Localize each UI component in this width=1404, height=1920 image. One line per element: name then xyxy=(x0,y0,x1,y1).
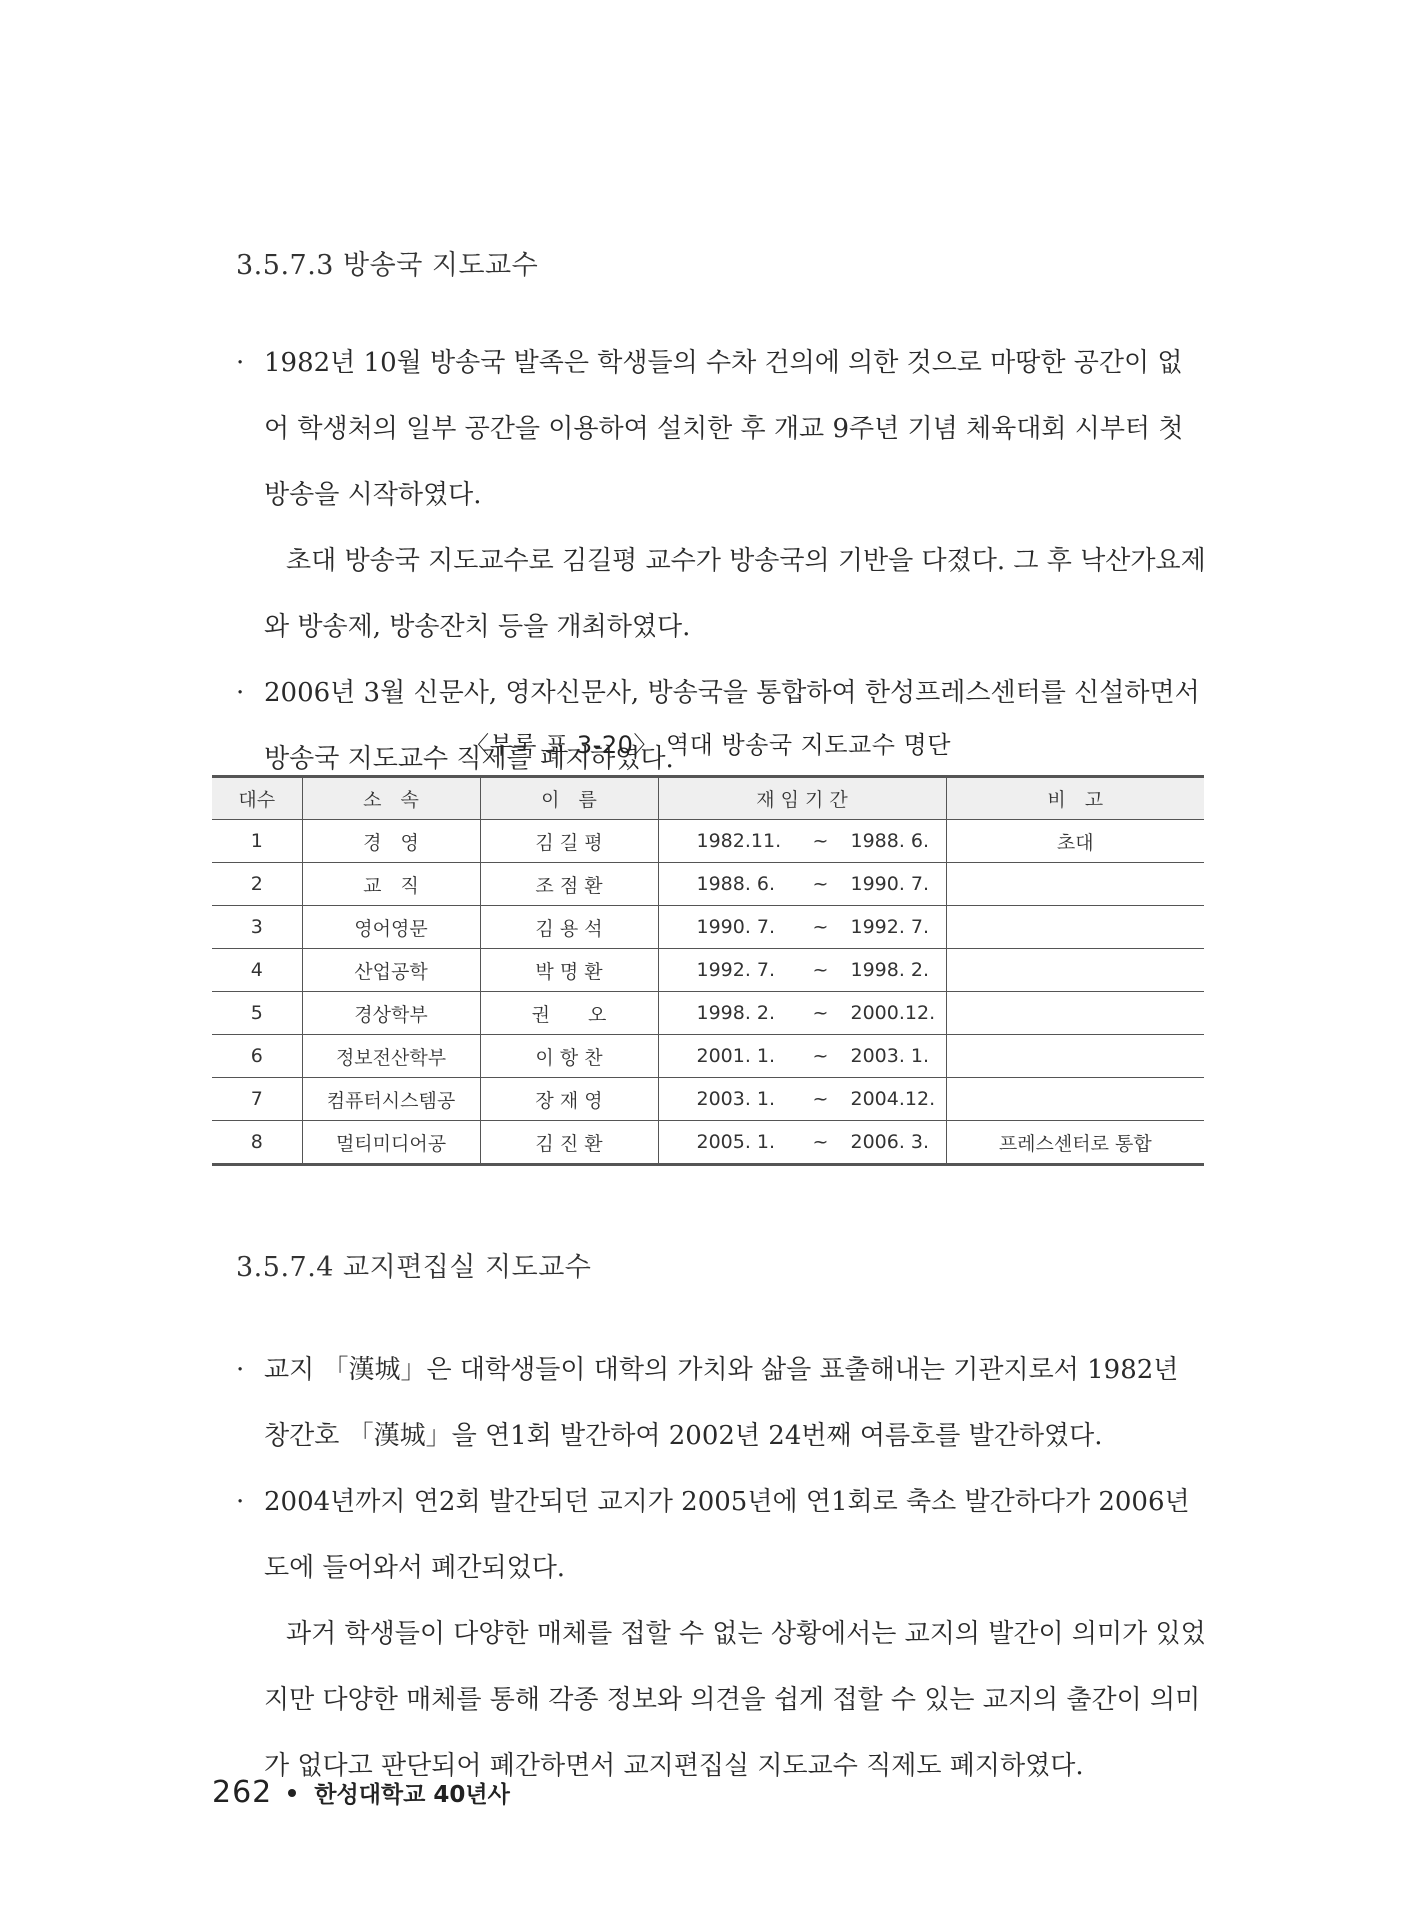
cell-note xyxy=(946,992,1204,1035)
header-cell-no: 대수 xyxy=(212,777,302,820)
item-text: 초대 방송국 지도교수로 김길평 교수가 방송국의 기반을 다졌다. 그 후 낙산가요제와 방송제, 방송잔치 등을 개최하였다. xyxy=(264,546,1206,642)
item-text: 교지 「漢城」은 대학생들이 대학의 가치와 삶을 표출해내는 기관지로서 1982년 창간호 「漢城」을 연1회 발간하여 2002년 24번째 여름호를 발간하였다. xyxy=(264,1355,1179,1451)
period-separator: ~ xyxy=(812,959,829,981)
cell-no: 8 xyxy=(212,1121,302,1165)
cell-dept: 영어영문 xyxy=(302,906,480,949)
cell-note xyxy=(946,1035,1204,1078)
header-cell-note: 비 고 xyxy=(946,777,1204,820)
broadcast-paragraphs xyxy=(236,330,1206,792)
list-item xyxy=(236,330,1206,528)
cell-note: 프레스센터로 통합 xyxy=(946,1121,1204,1165)
period-start: 1988. 6. xyxy=(696,873,776,895)
list-item xyxy=(244,528,1206,660)
period-separator: ~ xyxy=(812,873,829,895)
cell-no: 7 xyxy=(212,1078,302,1121)
cell-note xyxy=(946,949,1204,992)
period-start: 2003. 1. xyxy=(696,1088,776,1110)
bullet-mark: · xyxy=(236,1487,245,1517)
period-end: 1990. 7. xyxy=(850,873,930,895)
advisor-roster-table xyxy=(212,775,1204,1166)
cell-dept: 교 직 xyxy=(302,863,480,906)
item-text: 과거 학생들이 다양한 매체를 접할 수 없는 상황에서는 교지의 발간이 의미가 있었지만 다양한 매체를 통해 각종 정보와 의견을 쉽게 접할 수 있는 교지의 출간이 의미가 없다고 판단되어 폐간하면서 교지편집실 지도교수 직제도 폐지하였다. xyxy=(264,1619,1206,1781)
cell-dept: 경 영 xyxy=(302,820,480,863)
cell-no: 1 xyxy=(212,820,302,863)
table-row xyxy=(212,863,1204,906)
item-text: 2006년 3월 신문사, 영자신문사, 방송국을 통합하여 한성프레스센터를 신설하면서 방송국 지도교수 직제를 폐지하였다. xyxy=(264,678,1200,774)
cell-no: 4 xyxy=(212,949,302,992)
cell-period xyxy=(658,1121,946,1165)
period-separator: ~ xyxy=(812,1045,829,1067)
item-text: 1982년 10월 방송국 발족은 학생들의 수차 건의에 의한 것으로 마땅한 공간이 없어 학생처의 일부 공간을 이용하여 설치한 후 개교 9주년 기념 체육대회 시부터 첫 방송을 시작하였다. xyxy=(264,348,1184,510)
table-row xyxy=(212,820,1204,863)
bullet-mark: · xyxy=(236,678,245,708)
page-footer xyxy=(212,1775,510,1810)
cell-period xyxy=(658,820,946,863)
table-row xyxy=(212,949,1204,992)
table-header-row xyxy=(212,777,1204,820)
section-heading-magazine: 3.5.7.4 교지편집실 지도교수 xyxy=(236,1252,592,1283)
magazine-paragraphs xyxy=(236,1337,1206,1799)
cell-no: 6 xyxy=(212,1035,302,1078)
table-row xyxy=(212,906,1204,949)
header-cell-name: 이 름 xyxy=(480,777,658,820)
period-start: 2001. 1. xyxy=(696,1045,776,1067)
cell-name: 김 용 석 xyxy=(480,906,658,949)
period-end: 1988. 6. xyxy=(850,830,930,852)
period-start: 1998. 2. xyxy=(696,1002,776,1024)
cell-name: 조 점 환 xyxy=(480,863,658,906)
cell-period xyxy=(658,992,946,1035)
header-cell-dept: 소 속 xyxy=(302,777,480,820)
cell-dept: 컴퓨터시스템공 xyxy=(302,1078,480,1121)
period-separator: ~ xyxy=(812,1131,829,1153)
period-end: 2006. 3. xyxy=(850,1131,930,1153)
cell-period xyxy=(658,949,946,992)
period-separator: ~ xyxy=(812,830,829,852)
cell-note: 초대 xyxy=(946,820,1204,863)
cell-name: 장 재 영 xyxy=(480,1078,658,1121)
book-title: 한성대학교 40년사 xyxy=(314,1782,510,1808)
table-row xyxy=(212,1078,1204,1121)
cell-dept: 멀티미디어공 xyxy=(302,1121,480,1165)
cell-name: 김 길 평 xyxy=(480,820,658,863)
cell-dept: 정보전산학부 xyxy=(302,1035,480,1078)
period-end: 2003. 1. xyxy=(850,1045,930,1067)
period-start: 2005. 1. xyxy=(696,1131,776,1153)
cell-dept: 산업공학 xyxy=(302,949,480,992)
cell-period xyxy=(658,1035,946,1078)
cell-dept: 경상학부 xyxy=(302,992,480,1035)
item-text: 2004년까지 연2회 발간되던 교지가 2005년에 연1회로 축소 발간하다가 2006년도에 들어와서 폐간되었다. xyxy=(264,1487,1190,1583)
footer-dot-icon xyxy=(288,1789,296,1797)
period-end: 1992. 7. xyxy=(850,916,930,938)
cell-note xyxy=(946,906,1204,949)
cell-name: 권 오 xyxy=(480,992,658,1035)
cell-name: 이 항 찬 xyxy=(480,1035,658,1078)
cell-name: 박 명 환 xyxy=(480,949,658,992)
period-start: 1990. 7. xyxy=(696,916,776,938)
bullet-mark: · xyxy=(236,348,245,378)
cell-period xyxy=(658,1078,946,1121)
header-cell-period: 재 임 기 간 xyxy=(658,777,946,820)
table-row xyxy=(212,1035,1204,1078)
cell-note xyxy=(946,1078,1204,1121)
period-end: 2000.12. xyxy=(850,1002,936,1024)
list-item xyxy=(244,1601,1206,1799)
list-item xyxy=(236,1337,1206,1469)
period-separator: ~ xyxy=(812,916,829,938)
cell-no: 2 xyxy=(212,863,302,906)
bullet-mark: · xyxy=(236,1355,245,1385)
period-start: 1992. 7. xyxy=(696,959,776,981)
period-separator: ~ xyxy=(812,1088,829,1110)
page-number: 262 xyxy=(212,1775,273,1810)
period-end: 2004.12. xyxy=(850,1088,936,1110)
cell-name: 김 진 환 xyxy=(480,1121,658,1165)
cell-no: 3 xyxy=(212,906,302,949)
cell-no: 5 xyxy=(212,992,302,1035)
cell-period xyxy=(658,906,946,949)
period-end: 1998. 2. xyxy=(850,959,930,981)
period-start: 1982.11. xyxy=(696,830,782,852)
table-row xyxy=(212,992,1204,1035)
period-separator: ~ xyxy=(812,1002,829,1024)
table-caption: 〈부록 표 3-20〉 역대 방송국 지도교수 명단 xyxy=(465,731,951,759)
table-row xyxy=(212,1121,1204,1165)
section-heading-broadcast: 3.5.7.3 방송국 지도교수 xyxy=(236,250,539,281)
cell-note xyxy=(946,863,1204,906)
cell-period xyxy=(658,863,946,906)
list-item xyxy=(236,1469,1206,1601)
